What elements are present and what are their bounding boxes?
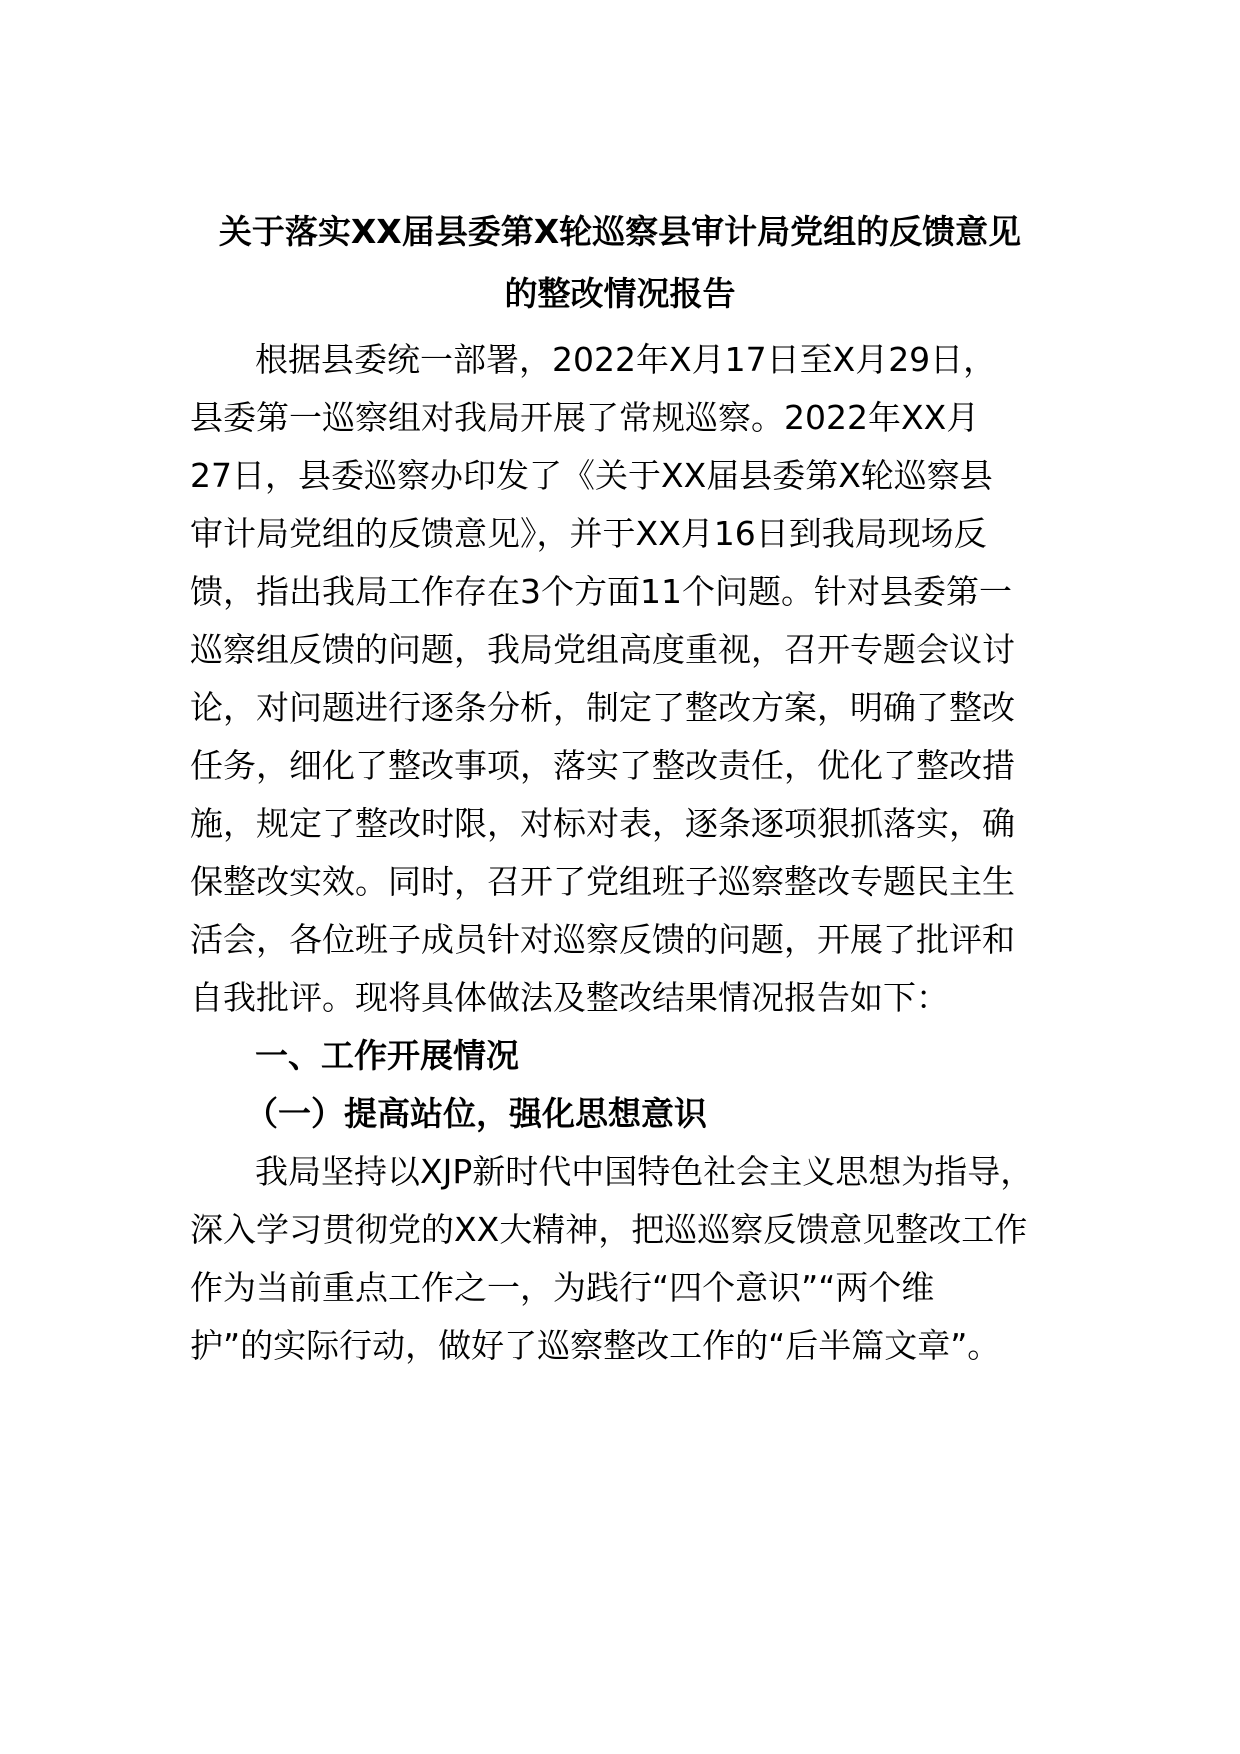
section-heading-2: （一）提高站位，强化思想意识	[245, 1094, 707, 1133]
paragraph-1-line-9: 施，规定了整改时限，对标对表，逐条逐项狠抓落实，确	[190, 804, 1015, 843]
paragraph-1-line-11: 活会，各位班子成员针对巡察反馈的问题，开展了批评和	[190, 920, 1015, 959]
paragraph-1-line-3: 27日，县委巡察办印发了《关于XX届县委第X轮巡察县	[190, 456, 993, 495]
paragraph-1-line-4: 审计局党组的反馈意见》，并于XX月16日到我局现场反	[190, 514, 987, 553]
paragraph-1-line-2: 县委第一巡察组对我局开展了常规巡察。2022年XX月	[190, 398, 980, 437]
paragraph-2-line-4: 护”的实际行动，做好了巡察整改工作的“后半篇文章”。	[190, 1326, 1001, 1365]
paragraph-1-line-6: 巡察组反馈的问题，我局党组高度重视，召开专题会议讨	[190, 630, 1015, 669]
paragraph-1-line-5: 馈，指出我局工作存在3个方面11个问题。针对县委第一	[190, 572, 1012, 611]
paragraph-2-line-1: 我局坚持以XJP新时代中国特色社会主义思想为指导，	[255, 1152, 1034, 1191]
paragraph-2-line-3: 作为当前重点工作之一，为践行“四个意识”“两个维	[190, 1268, 935, 1307]
paragraph-1-line-7: 论，对问题进行逐条分析，制定了整改方案，明确了整改	[190, 688, 1015, 727]
paragraph-1-line-8: 任务，细化了整改事项，落实了整改责任，优化了整改措	[190, 746, 1015, 785]
paragraph-1-line-10: 保整改实效。同时，召开了党组班子巡察整改专题民主生	[190, 862, 1015, 901]
section-heading-1: 一、工作开展情况	[255, 1036, 519, 1075]
paragraph-2-line-2: 深入学习贯彻党的XX大精神，把巡巡察反馈意见整改工作	[190, 1210, 1028, 1249]
paragraph-1-line-12: 自我批评。现将具体做法及整改结果情况报告如下：	[190, 978, 949, 1017]
document-title-line-2: 的整改情况报告	[504, 274, 736, 313]
paragraph-1-line-1: 根据县委统一部署，2022年X月17日至X月29日，	[255, 340, 997, 379]
document-title-line-1: 关于落实XX届县委第X轮巡察县审计局党组的反馈意见	[218, 212, 1022, 251]
